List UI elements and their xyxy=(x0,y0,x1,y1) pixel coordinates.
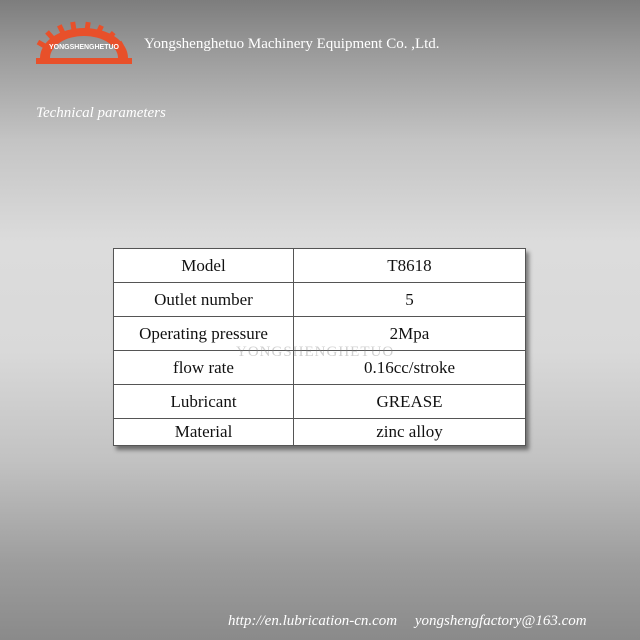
table-row xyxy=(114,385,526,419)
logo-text: YONGSHENGHETUO xyxy=(48,44,120,51)
table-row xyxy=(114,351,526,385)
param-value: 0.16cc/stroke xyxy=(294,351,526,385)
param-name: Model xyxy=(114,249,294,283)
section-subtitle: Technical parameters xyxy=(36,105,166,121)
gear-logo-icon xyxy=(36,22,132,64)
param-name: Outlet number xyxy=(114,283,294,317)
company-logo xyxy=(36,20,132,64)
param-value: 2Mpa xyxy=(294,317,526,351)
website-link[interactable]: http://en.lubrication-cn.com xyxy=(228,613,398,629)
param-value: T8618 xyxy=(294,249,526,283)
param-name: Lubricant xyxy=(114,385,294,419)
param-name: Material xyxy=(114,419,294,446)
watermark: YONGSHENGHETUO xyxy=(236,344,395,360)
param-name: Operating pressure xyxy=(114,317,294,351)
table-row xyxy=(114,419,526,446)
param-value: zinc alloy xyxy=(294,419,526,446)
table-row xyxy=(114,283,526,317)
table-row xyxy=(114,317,526,351)
param-name: flow rate xyxy=(114,351,294,385)
spec-table xyxy=(113,248,526,446)
param-value: GREASE xyxy=(294,385,526,419)
table-row xyxy=(114,249,526,283)
email-link[interactable]: yongshengfactory@163.com xyxy=(414,613,587,629)
footer xyxy=(228,613,587,630)
param-value: 5 xyxy=(294,283,526,317)
company-name: Yongshenghetuo Machinery Equipment Co. ,Ltd. xyxy=(144,36,440,52)
